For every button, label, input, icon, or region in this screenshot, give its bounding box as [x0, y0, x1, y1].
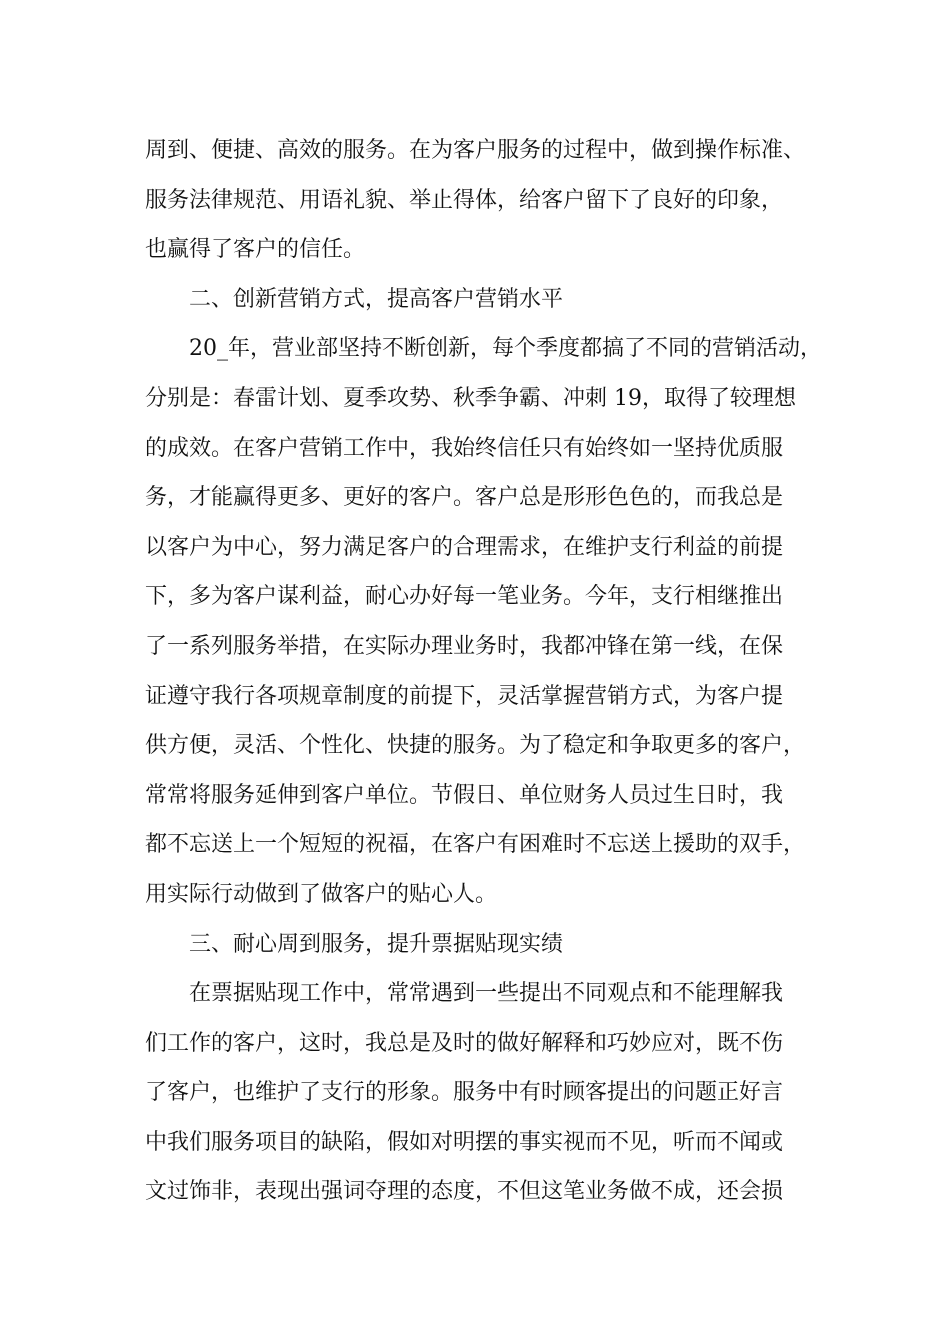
paragraph-line: 的成效。在客户营销工作中，我始终信任只有始终如一坚持优质服 [145, 435, 784, 461]
paragraph-line: 周到、便捷、高效的服务。在为客户服务的过程中，做到操作标准、 [145, 138, 806, 163]
paragraph-line: 服务法律规范、用语礼貌、举止得体，给客户留下了良好的印象， [145, 187, 784, 213]
paragraph-line: 供方便，灵活、个性化、快捷的服务。为了稳定和争取更多的客户， [145, 733, 806, 759]
paragraph-line: 以客户为中心，努力满足客户的合理需求，在维护支行利益的前提 [145, 534, 784, 560]
paragraph-line: 常常将服务延伸到客户单位。节假日、单位财务人员过生日时，我 [145, 782, 784, 808]
paragraph-line: 20_年，营业部坚持不断创新，每个季度都搞了不同的营销活动， [189, 336, 822, 362]
paragraph-line: 了一系列服务举措，在实际办理业务时，我都冲锋在第一线，在保 [145, 633, 784, 659]
paragraph-line: 用实际行动做到了做客户的贴心人。 [145, 881, 498, 907]
document-body [145, 126, 822, 1217]
section-heading: 二、创新营销方式，提高客户营销水平 [189, 286, 564, 312]
paragraph-line: 下，多为客户谋利益，耐心办好每一笔业务。今年，支行相继推出 [145, 584, 784, 610]
paragraph-line: 中我们服务项目的缺陷，假如对明摆的事实视而不见，听而不闻或 [145, 1129, 784, 1155]
paragraph-line: 证遵守我行各项规章制度的前提下，灵活掌握营销方式，为客户提 [145, 683, 784, 709]
paragraph-line: 都不忘送上一个短短的祝福，在客户有困难时不忘送上援助的双手， [145, 832, 806, 858]
paragraph-line: 们工作的客户，这时，我总是及时的做好解释和巧妙应对，既不伤 [145, 1030, 784, 1056]
paragraph-line: 也赢得了客户的信任。 [145, 237, 366, 263]
paragraph-line: 务，才能赢得更多、更好的客户。客户总是形形色色的，而我总是 [145, 485, 784, 511]
paragraph-line: 了客户，也维护了支行的形象。服务中有时顾客提出的问题正好言 [145, 1080, 784, 1106]
paragraph-line: 分别是：春雷计划、夏季攻势、秋季争霸、冲刺 19，取得了较理想 [145, 385, 796, 411]
paragraph-line: 文过饰非，表现出强词夺理的态度，不但这笔业务做不成，还会损 [145, 1179, 784, 1205]
paragraph-line: 在票据贴现工作中，常常遇到一些提出不同观点和不能理解我 [189, 981, 784, 1007]
section-heading: 三、耐心周到服务，提升票据贴现实绩 [189, 931, 564, 957]
